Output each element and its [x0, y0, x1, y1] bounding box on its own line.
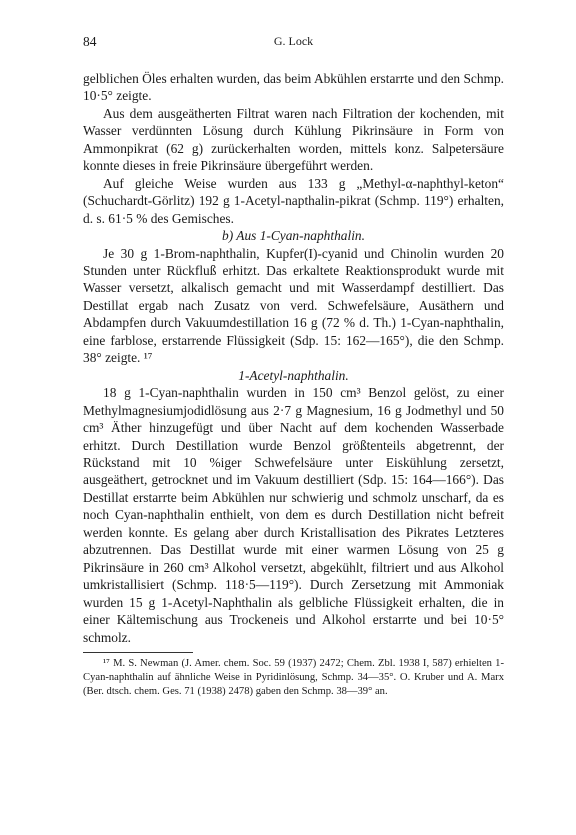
- body-text: [83, 70, 504, 698]
- paragraph: gelblichen Öles erhalten wurden, das beim Abkühlen erstarrte und den Schmp. 10·5° zeigte.: [83, 71, 504, 104]
- paragraph: Je 30 g 1-Brom-naphthalin, Kupfer(I)-cyanid und Chinolin wurden 20 Stunden unter Rückfluß erhitzt. Das erkaltete Reaktionsprodukt wurde mit Wasser versetzt, alkalisch gemacht und mit Wasserdampf destilliert. Das Destillat ergab nach Zusatz von verd. Schwefelsäure, Ausäthern und Abdampfen durch Vakuumdestillation 16 g (72 % d. Th.) 1-Cyan-naphthalin, eine farblose, erstarrende Flüssigkeit (Sdp. 15: 162—165°), die den Schmp. 38° zeigte. ¹⁷: [83, 245, 504, 366]
- paragraph: Auf gleiche Weise wurden aus 133 g „Methyl-α-naphthyl-keton“ (Schuchardt-Görlitz) 192 g 1-Acetyl-napthalin-pikrat (Schmp. 119°) erhalten, d. s. 61·5 % des Gemisches.: [83, 175, 504, 226]
- footnote-divider: [83, 652, 193, 653]
- paragraph: 18 g 1-Cyan-naphthalin wurden in 150 cm³ Benzol gelöst, zu einer Methylmagnesiumjodidlösung aus 2·7 g Magnesium, 16 g Jodmethyl und 50 cm³ Äther hinzugefügt und über Nacht auf dem kochenden Wasserbade erhitzt. Durch Destillation wurde Benzol größtenteils abgetrennt, der Rückstand mit 10 %iger Schwefelsäure unter Eiskühlung zersetzt, ausgeäthert, getrocknet und im Vakuum destilliert (Sdp. 15: 164—166°). Das Destillat erstarrte beim Abkühlen nur schwierig und schmolz unscharf, da es noch Cyan-naphthalin enthielt, von dem es durch Destillation nicht befreit werden konnte. Es gelang aber durch Kristallisation des Pikrates Letzteres abzutrennen. Das Destillat wurde mit einer warmen Lösung von 25 g Pikrinsäure in 260 cm³ Alkohol versetzt, abgekühlt, filtriert und aus Alkohol umkristallisiert (Schmp. 118·5—119°). Durch Zersetzung mit Ammoniak wurden 15 g 1-Acetyl-Naphthalin als gelbliche Flüssigkeit erhalten, die in einer Kältemischung aus Trockeneis und Alkohol erstarrte und bei 10·5° schmolz.: [83, 385, 504, 645]
- footnote: ¹⁷ M. S. Newman (J. Amer. chem. Soc. 59 (1937) 2472; Chem. Zbl. 1938 I, 587) erhielten 1-Cyan-naphthalin auf ähnliche Weise in Pyridinlösung, Schmp. 34—35°. O. Kruber und A. Marx (Ber. dtsch. chem. Ges. 71 (1938) 2478) gaben den Schmp. 38—39° an.: [83, 657, 504, 697]
- section-heading: b) Aus 1-Cyan-naphthalin.: [222, 228, 365, 244]
- paragraph: Aus dem ausgeätherten Filtrat waren nach Filtration der kochenden, mit Wasser verdünnten Lösung durch Kühlung Pikrinsäure in Form von Ammonpikrat (62 g) zurückerhalten worden, mittels konz. Salpetersäure konnte dieses in freie Pikrinsäure übergeführt werden.: [83, 105, 504, 174]
- running-author: G. Lock: [273, 34, 314, 48]
- page-number: 84: [83, 34, 97, 49]
- section-heading: 1-Acetyl-naphthalin.: [238, 367, 349, 383]
